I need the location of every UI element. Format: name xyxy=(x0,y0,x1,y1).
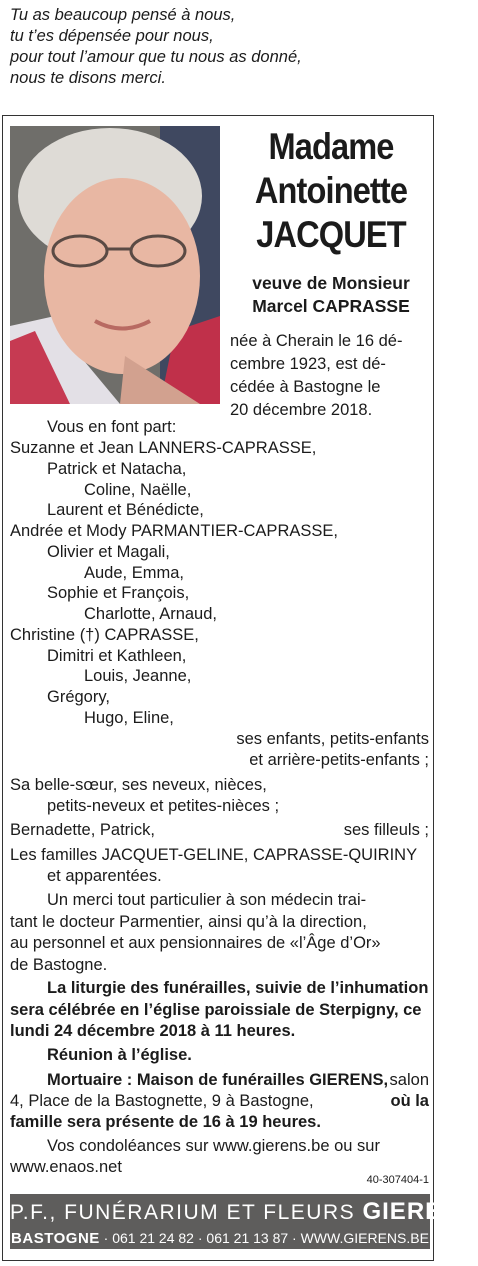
birth-death-line: cembre 1923, est dé- xyxy=(230,355,386,373)
siblings-line: petits-neveux et petites-nièces ; xyxy=(47,797,280,815)
widow-line: Marcel CAPRASSE xyxy=(252,296,410,316)
birth-death-line: 20 décembre 2018. xyxy=(230,401,373,419)
reference-number: 40-307404-1 xyxy=(366,1174,429,1186)
mortuary-salon: salon xyxy=(389,1071,429,1089)
poem-line: pour tout l’amour que tu nous as donné, xyxy=(10,48,302,66)
thanks-line: au personnel et aux pensionnaires de «l’Âge d’Or» xyxy=(10,934,381,952)
families-line: Les familles JACQUET-GELINE, CAPRASSE-QUIRINY xyxy=(10,846,418,864)
thanks-line: tant le docteur Parmentier, ainsi qu’à la direction, xyxy=(10,912,367,931)
banner-line1 xyxy=(10,1194,478,1228)
families-line: et apparentées. xyxy=(47,867,162,885)
mortuary-where: où la xyxy=(390,1092,429,1110)
liturgy-paragraph xyxy=(10,978,430,1043)
banner-prefix: P.F., FUNÉRARIUM ET FLEURS xyxy=(10,1201,356,1224)
mortuary-label: Mortuaire : Maison de funérailles GIERENS, xyxy=(47,1071,389,1089)
family-line: Christine (†) CAPRASSE, xyxy=(10,626,199,644)
mortuary-address: 4, Place de la Bastognette, 9 à Bastogne, xyxy=(10,1092,314,1110)
birth-death-text xyxy=(230,330,430,422)
first-name: Antoinette xyxy=(254,170,408,211)
family-line: Coline, Naëlle, xyxy=(84,481,192,499)
name-title: Madame xyxy=(268,126,394,167)
thanks-line: de Bastogne. xyxy=(10,955,108,974)
widow-of xyxy=(228,272,434,318)
liturgy-line: La liturgie des funérailles, suivie de l’inhumation xyxy=(47,979,429,997)
banner-city: BASTOGNE xyxy=(11,1230,100,1247)
portrait-photo xyxy=(10,126,220,404)
family-line: Louis, Jeanne, xyxy=(84,667,192,685)
deceased-name xyxy=(240,125,421,257)
condolences-link: www.enaos.net xyxy=(10,1158,122,1176)
poem-line: Tu as beaucoup pensé à nous, xyxy=(10,6,236,24)
children-label: et arrière-petits-enfants ; xyxy=(249,751,429,769)
family-line: Grégory, xyxy=(47,688,110,706)
family-line: Suzanne et Jean LANNERS-CAPRASSE, xyxy=(10,439,317,457)
family-line: Hugo, Eline, xyxy=(84,709,174,727)
liturgy-line: sera célébrée en l’église paroissiale de Sterpigny, ce xyxy=(10,1000,422,1019)
poem-line: nous te disons merci. xyxy=(10,69,166,87)
banner-line2 xyxy=(10,1228,430,1249)
family-line: Laurent et Bénédicte, xyxy=(47,501,204,519)
poem xyxy=(10,5,430,89)
funeral-home-banner xyxy=(10,1194,478,1249)
mortuary-hours: famille sera présente de 16 à 19 heures. xyxy=(10,1113,321,1131)
family-line: Olivier et Magali, xyxy=(47,543,170,561)
thanks-paragraph xyxy=(10,890,430,976)
last-name: JACQUET xyxy=(256,214,406,255)
godchildren-names: Bernadette, Patrick, xyxy=(10,821,155,839)
family-line: Patrick et Natacha, xyxy=(47,460,187,478)
birth-death-line: née à Cherain le 16 dé- xyxy=(230,332,403,350)
banner-brand: GIERENS xyxy=(362,1198,478,1225)
condolences-line: Vos condoléances sur www.gierens.be ou sur xyxy=(47,1137,380,1155)
family-line: Andrée et Mody PARMANTIER-CAPRASSE, xyxy=(10,522,338,540)
family-line: Sophie et François, xyxy=(47,584,190,602)
birth-death-line: cédée à Bastogne le xyxy=(230,378,381,396)
siblings-line: Sa belle-sœur, ses neveux, nièces, xyxy=(10,776,267,794)
children-label: ses enfants, petits-enfants xyxy=(236,730,429,748)
liturgy-line: lundi 24 décembre 2018 à 11 heures. xyxy=(10,1022,296,1040)
thanks-line: Un merci tout particulier à son médecin trai- xyxy=(47,891,367,909)
godchildren-label: ses filleuls ; xyxy=(343,821,429,839)
family-line: Charlotte, Arnaud, xyxy=(84,605,217,623)
poem-line: tu t’es dépensée pour nous, xyxy=(10,27,214,45)
family-intro: Vous en font part: xyxy=(47,418,177,436)
banner-contacts: · 061 21 24 82 · 061 21 13 87 · WWW.GIERENS.BE xyxy=(103,1230,429,1246)
meeting-text: Réunion à l’église. xyxy=(47,1046,192,1064)
family-line: Dimitri et Kathleen, xyxy=(47,647,187,665)
family-line: Aude, Emma, xyxy=(84,564,184,582)
widow-line: veuve de Monsieur xyxy=(252,273,410,293)
